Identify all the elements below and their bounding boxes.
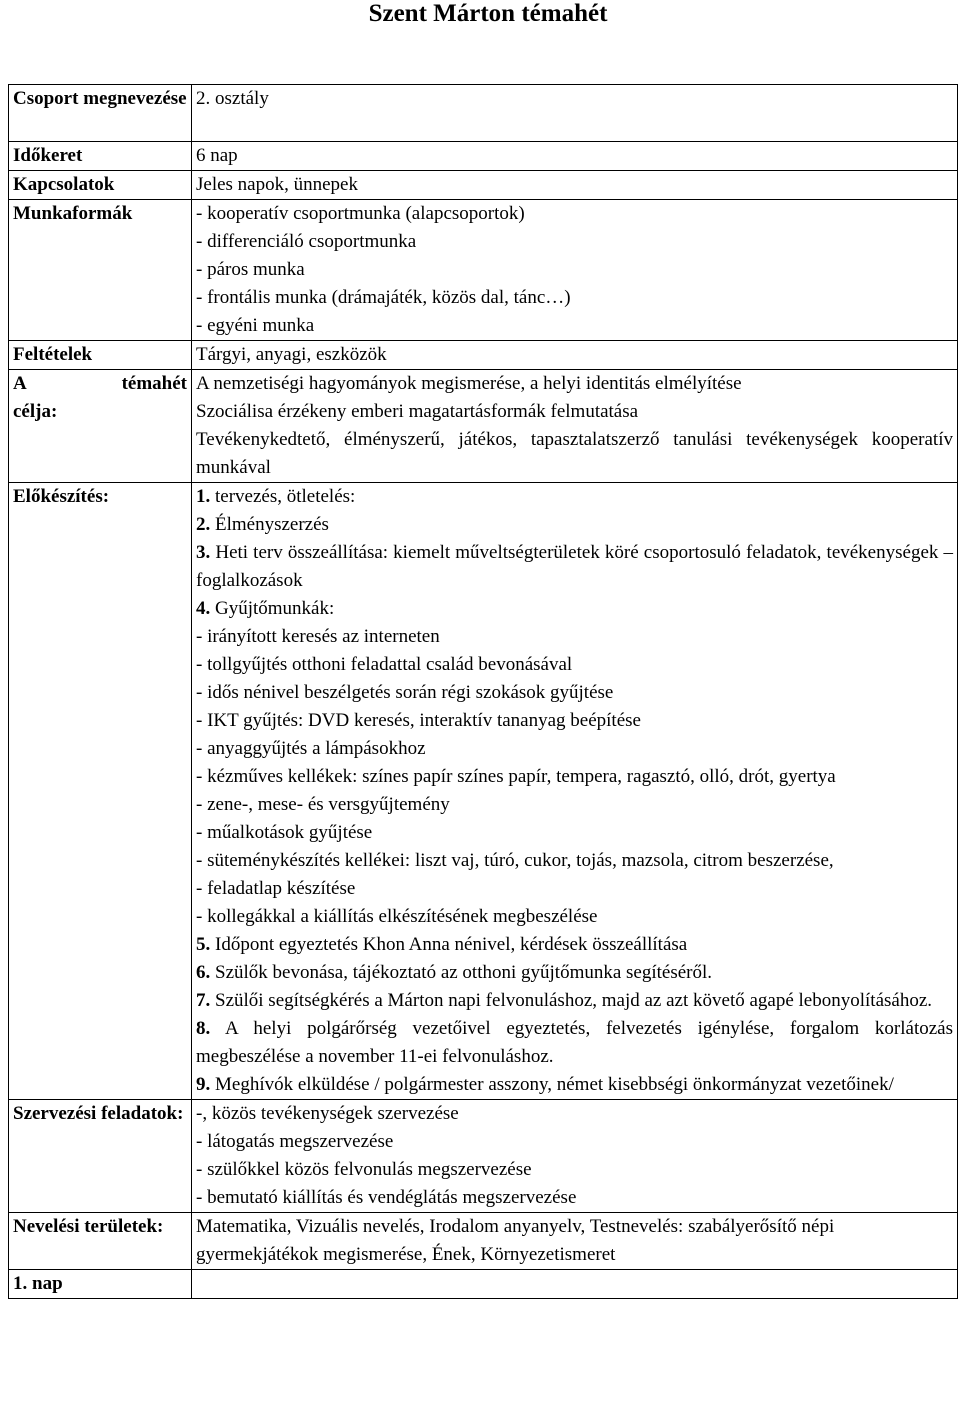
row-value-cel [192,370,958,483]
list-item: - kooperatív csoportmunka (alapcsoportok) [196,203,525,224]
list-item: - süteménykészítés kellékei: liszt vaj, túró, cukor, tojás, mazsola, citrom beszerzése, [196,850,834,871]
table-row [9,341,958,370]
table-row [9,142,958,171]
list-item: - páros munka [196,259,305,280]
row-label-idokeret: Időkeret [9,142,192,171]
list-item: - látogatás megszervezése [196,1131,394,1152]
row-value-csoport: 2. osztály [192,85,958,142]
list-item: - feladatlap készítése [196,878,356,899]
list-item: - zene-, mese- és versgyűjtemény [196,794,450,815]
list-item: Tevékenykedtető, élményszerű, játékos, tapasztalatszerző tanulási tevékenységek kooperatív munkával [196,429,953,478]
table-row [9,85,958,142]
table-row [9,1213,958,1270]
list-item: - bemutató kiállítás és vendéglátás megszervezése [196,1187,577,1208]
cel-label-line1: A témahét [13,373,187,394]
list-item: 8. A helyi polgárőrség vezetőivel egyeztetés, felvezetés igénylése, forgalom korlátozás megbeszélése a november 11-ei felvonuláshoz. [196,1018,953,1067]
row-label-kapcsolatok: Kapcsolatok [9,171,192,200]
table-row [9,1270,958,1299]
cel-label-line2: célja: [13,401,58,422]
table-row [9,171,958,200]
row-label-munkaformak: Munkaformák [9,200,192,341]
list-item: 9. Meghívók elküldése / polgármester asszony, német kisebbségi önkormányzat vezetőinek/ [196,1074,894,1095]
row-value-feltetelek: Tárgyi, anyagi, eszközök [192,341,958,370]
list-item: 4. Gyűjtőmunkák: [196,598,335,619]
list-item: - idős nénivel beszélgetés során régi szokások gyűjtése [196,682,614,703]
list-item: - egyéni munka [196,315,315,336]
list-item: A nemzetiségi hagyományok megismerése, a helyi identitás elmélyítése [196,373,742,394]
list-item: 7. Szülői segítségkérés a Márton napi felvonuláshoz, majd az azt követő agapé lebonyolításához. [196,990,933,1011]
row-label-szervezesi: Szervezési feladatok: [9,1100,192,1213]
list-item: - anyaggyűjtés a lámpásokhoz [196,738,426,759]
row-value-idokeret: 6 nap [192,142,958,171]
row-label-csoport: Csoport megnevezése [9,85,192,142]
list-item: - IKT gyűjtés: DVD keresés, interaktív tananyag beépítése [196,710,641,731]
row-value-nap1 [192,1270,958,1299]
list-item: 3. Heti terv összeállítása: kiemelt műveltségterületek köré csoportosuló feladatok, tevékenységek – foglalkozások [196,542,953,591]
table-row [9,1100,958,1213]
row-value-nevelesi: Matematika, Vizuális nevelés, Irodalom anyanyelv, Testnevelés: szabályerősítő népi gyermekjátékok megismerése, Ének, Környezetismeret [192,1213,958,1270]
table-row [9,483,958,1100]
list-item: 5. Időpont egyeztetés Khon Anna nénivel, kérdések összeállítása [196,934,688,955]
list-item: 1. tervezés, ötletelés: [196,486,356,507]
row-value-elokeszites [192,483,958,1100]
table-row [9,370,958,483]
row-label-nap1: 1. nap [9,1270,192,1299]
list-item: - tollgyűjtés otthoni feladattal család bevonásával [196,654,573,675]
list-item: - irányított keresés az interneten [196,626,440,647]
list-item: -, közös tevékenységek szervezése [196,1103,459,1124]
row-label-feltetelek: Feltételek [9,341,192,370]
plan-table [8,84,958,1299]
row-value-munkaformak [192,200,958,341]
row-label-cel [9,370,192,483]
list-item: - differenciáló csoportmunka [196,231,417,252]
row-value-szervezesi [192,1100,958,1213]
list-item: 6. Szülők bevonása, tájékoztató az otthoni gyűjtőmunka segítéséről. [196,962,713,983]
row-value-kapcsolatok: Jeles napok, ünnepek [192,171,958,200]
row-label-nevelesi: Nevelési területek: [9,1213,192,1270]
table-row [9,200,958,341]
list-item: - szülőkkel közös felvonulás megszervezése [196,1159,532,1180]
list-item: 2. Élményszerzés [196,514,329,535]
list-item: - kézműves kellékek: színes papír színes papír, tempera, ragasztó, olló, drót, gyertya [196,766,836,787]
page-title: Szent Márton témahét [368,0,608,27]
row-label-elokeszites: Előkészítés: [9,483,192,1100]
list-item: - kollegákkal a kiállítás elkészítésének megbeszélése [196,906,598,927]
list-item: - műalkotások gyűjtése [196,822,373,843]
list-item: - frontális munka (drámajáték, közös dal, tánc…) [196,287,571,308]
list-item: Szociálisa érzékeny emberi magatartásformák felmutatása [196,401,639,422]
